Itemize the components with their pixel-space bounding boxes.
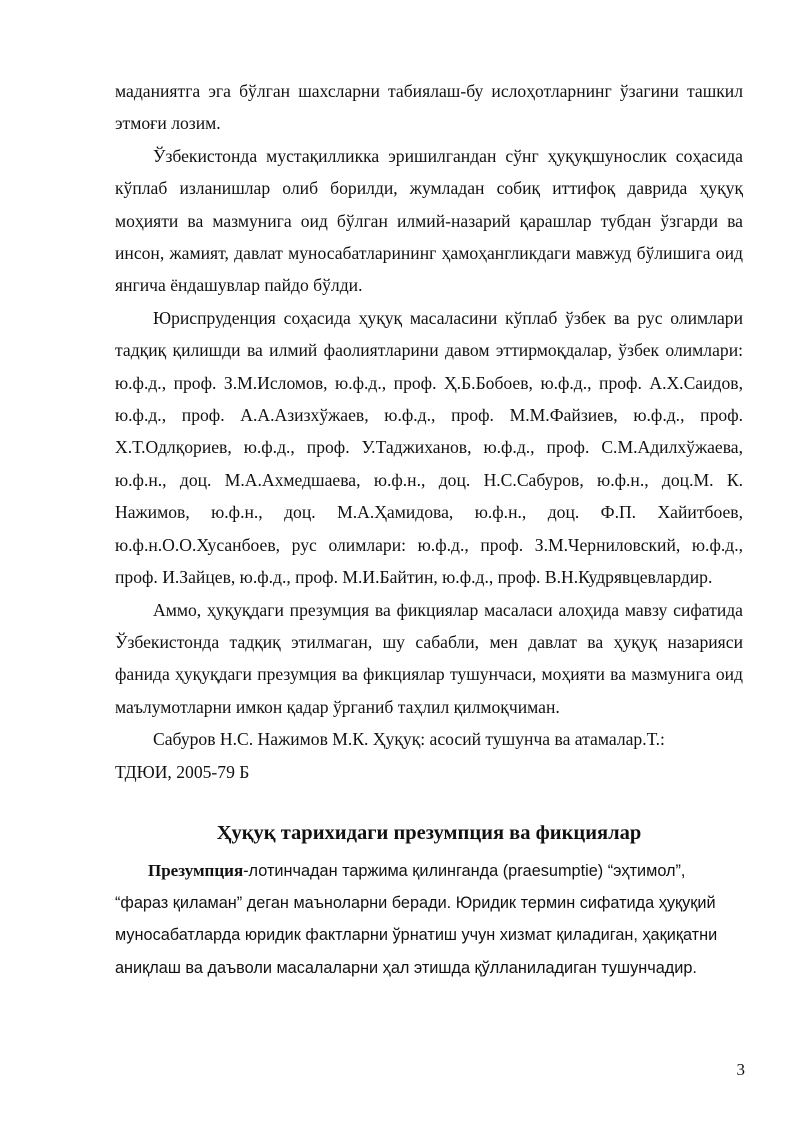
section-heading: Ҳуқуқ тарихидаги презумпция ва фикциялар — [216, 822, 642, 844]
paragraph-independence-research: Ўзбекистонда мустақилликка эришилгандан сўнг ҳуқуқшунослик соҳасида кўплаб изланишлар олиб борилди, жумладан собиқ иттифоқ даврида ҳуқуқ моҳияти ва мазмунига оид бўлган илмий-назарий қарашлар тубдан ўзгарди ва инсон, жамият, давлат муносабатларининг ҳамоҳангликдаги мавжуд бўлишига оид янгича ёндашувлар пайдо бўлди. — [115, 145, 743, 296]
reference-line-1: Сабуров Н.С. Нажимов М.К. Ҳуқуқ: асосий тушунча ва атамалар.Т.: — [153, 729, 665, 750]
body-text — [115, 75, 743, 788]
page-number: 3 — [736, 1060, 745, 1079]
definition-block — [115, 855, 743, 984]
reference-line-2: ТДЮИ, 2005-79 Б — [115, 761, 250, 782]
paragraph-research-aim: Аммо, ҳуқуқдаги презумция ва фикциялар масаласи алоҳида мавзу сифатида Ўзбекистонда тадқиқ этилмаган, шу сабабли, мен давлат ва ҳуқуқ назарияси фанида ҳуқуқдаги презумция ва фикциялар тушунчаси, моҳияти ва мазмунига оид маълумотларни имкон қадар ўрганиб таҳлил қилмоқчиман. — [115, 599, 743, 717]
definition-text: -лотинчадан таржима қилинганда (praesumptie) “эҳтимол”, “фараз қиламан” деган маъноларни беради. Юридик термин сифатида ҳуқуқий муносабатларда юридик фактларни ўрнатиш учун хизмат қиладиган, ҳақиқатни аниқлаш ва даъволи масалаларни ҳал этишда қўлланиладиган тушунчадир. — [115, 862, 718, 977]
paragraph-scholars-list: Юриспруденция соҳасида ҳуқуқ масаласини кўплаб ўзбек ва рус олимлари тадқиқ қилишди ва илмий фаолиятларини давом эттирмоқдалар, ўзбек олимлари: ю.ф.д., проф. З.М.Исломов, ю.ф.д., проф. Ҳ.Б.Бобоев, ю.ф.д., проф. А.Х.Саидов, ю.ф.д., проф. А.А.Азизхўжаев, ю.ф.д., проф. М.М.Файзиев, ю.ф.д., проф. Х.Т.Одлқориев, ю.ф.д., проф. У.Таджиханов, ю.ф.д., проф. С.М.Адилхўжаева, ю.ф.н., доц. М.А.Ахмедшаева, ю.ф.н., доц. Н.С.Сабуров, ю.ф.н., доц.М. К. Нажимов, ю.ф.н., доц. М.А.Ҳамидова, ю.ф.н., доц. Ф.П. Хайитбоев, ю.ф.н.О.О.Хусанбоев, рус олимлари: ю.ф.д., проф. З.М.Черниловский, ю.ф.д., проф. И.Зайцев, ю.ф.д., проф. М.И.Байтин, ю.ф.д., проф. В.Н.Кудрявцевлардир. — [115, 307, 743, 588]
definition-term: Презумпция — [148, 861, 244, 880]
paragraph-continuation: маданиятга эга бўлган шахсларни табиялаш-бу ислоҳотларнинг ўзагини ташкил этмоғи лозим. — [115, 81, 743, 134]
definition-paragraph — [115, 855, 743, 984]
